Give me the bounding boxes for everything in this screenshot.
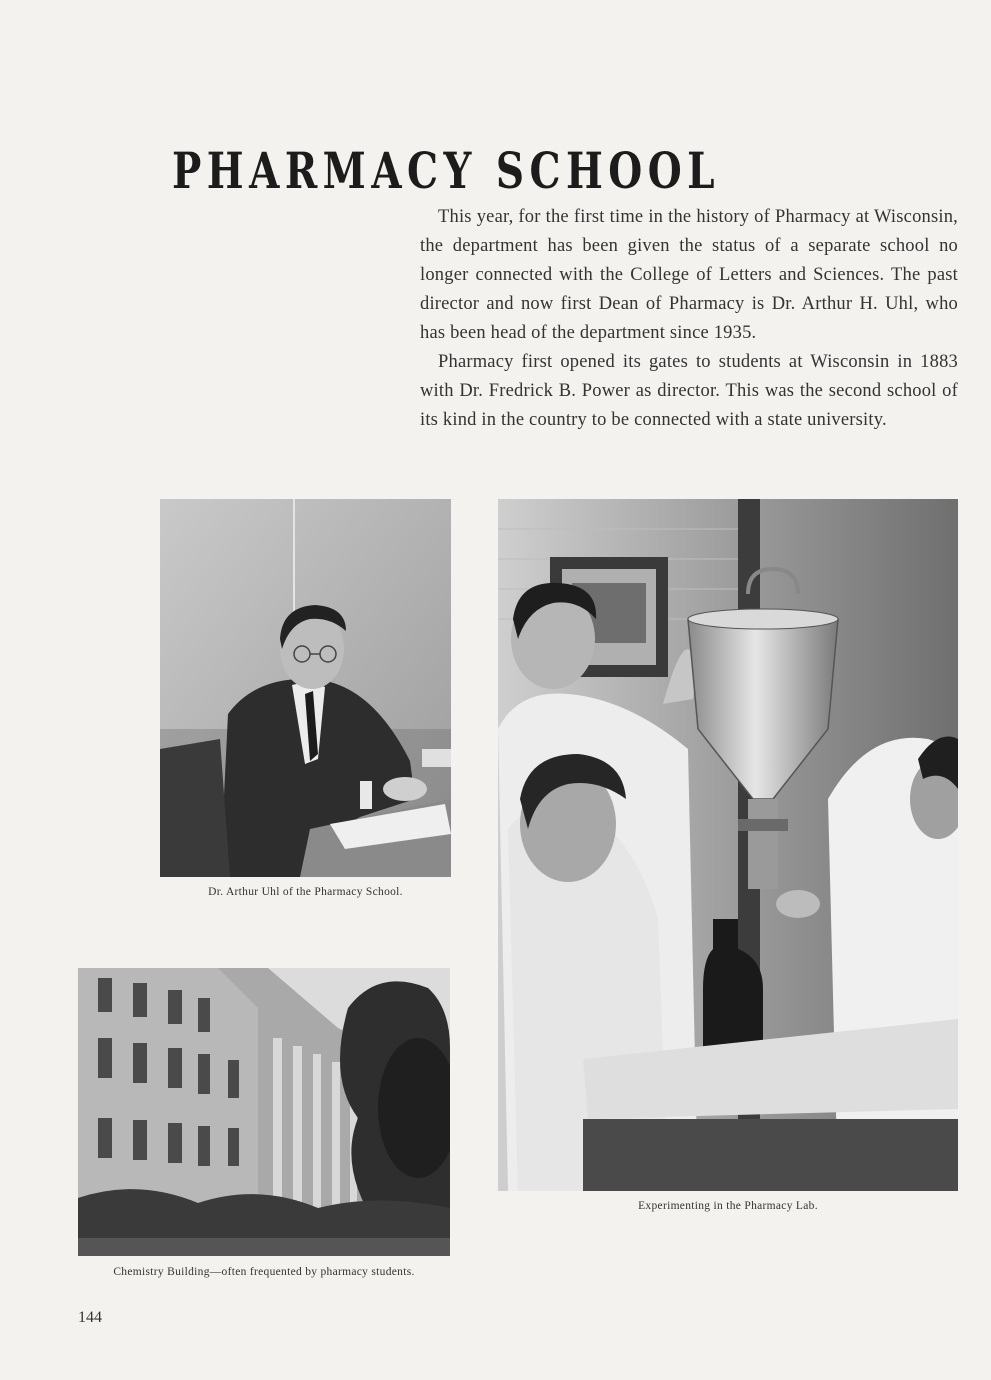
building-photo xyxy=(78,968,450,1256)
portrait-caption: Dr. Arthur Uhl of the Pharmacy School. xyxy=(208,886,403,898)
building-caption: Chemistry Building—often frequented by pharmacy students. xyxy=(113,1266,415,1278)
article-paragraph-1: This year, for the first time in the history of Pharmacy at Wisconsin, the department has been given the status of a separate school no longer connected with the College of Letters and Sciences. The past director and now first Dean of Pharmacy is Dr. Arthur H. Uhl, who has been head of the department since 1935. xyxy=(420,207,958,343)
portrait-photo xyxy=(160,499,451,877)
article-paragraph-2: Pharmacy first opened its gates to students at Wisconsin in 1883 with Dr. Fredrick B. Power as director. This was the second school of its kind in the country to be connected with a state university. xyxy=(420,352,958,430)
article-body xyxy=(420,203,958,435)
lab-caption: Experimenting in the Pharmacy Lab. xyxy=(638,1200,818,1212)
lab-photo xyxy=(498,499,958,1191)
page-number: 144 xyxy=(78,1309,102,1326)
page-title: PHARMACY SCHOOL xyxy=(172,140,721,200)
